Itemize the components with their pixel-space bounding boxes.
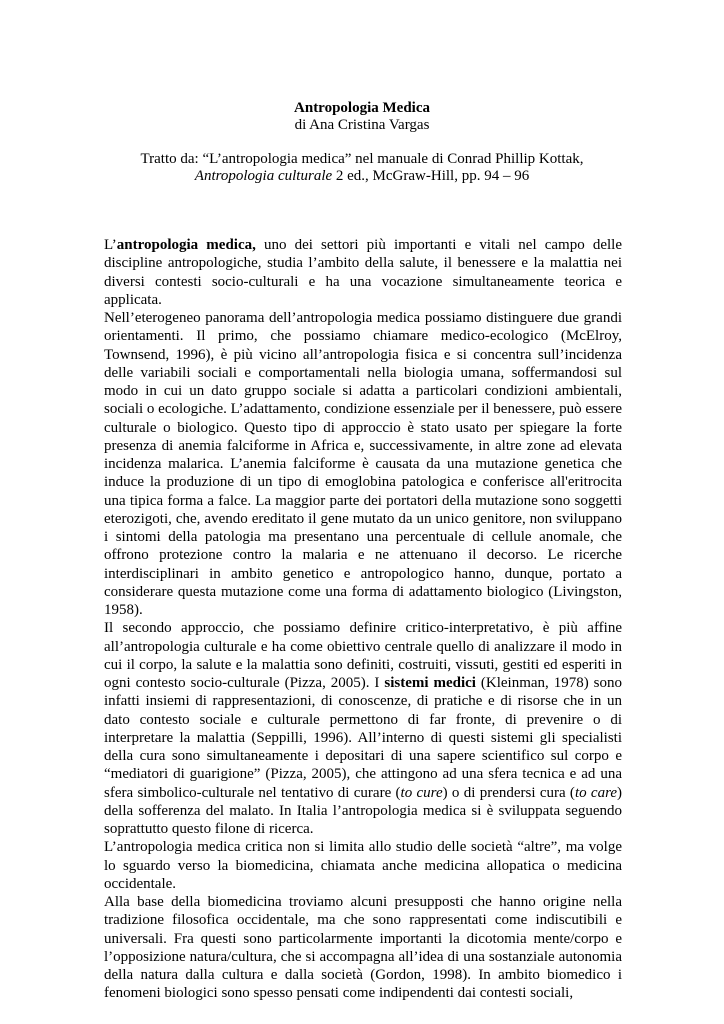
- paragraph-3: [104, 619, 622, 838]
- term-to-cure: to cure: [400, 784, 443, 801]
- paragraph-1-start: L’: [104, 237, 117, 253]
- term-antropologia-medica: antropologia medica,: [116, 237, 256, 253]
- paragraph-4: L’antropologia medica critica non si limita allo studio delle società “altre”, ma volge lo sguardo verso la biomedicina, chiamata anche medicina allopatica o medicina occidentale.: [104, 839, 622, 892]
- body-text: [104, 236, 622, 1003]
- term-to-care: to care: [574, 784, 618, 801]
- paragraph-2: Nell’eterogeneo panorama dell’antropologia medica possiamo distinguere due grandi orientamenti. Il primo, che possiamo chiamare medico-ecologico (McElroy, Townsend, 1996), è più vicino all’antropologia fisica e si concentra sull’incidenza delle variabili sociali e comportamentali nella biologia umana, soffermandosi sul modo in cui un dato gruppo sociale si adatta a particolari condizioni ambientali, sociali o ecologiche. L’adattamento, condizione essenziale per il benessere, può essere culturale o biologico. Questo tipo di approccio è stato usato per spiegare la forte presenza di anemia falciforme in Africa e, successivamente, in altre zone ad elevata incidenza malarica. L’anemia falciforme è causata da una mutazione genetica che induce la produzione di un tipo di emoglobina patologica e conferisce all'eritrocita una tipica forma a falce. La maggior parte dei portatori della mutazione sono soggetti eterozigoti, che, avendo ereditato il gene mutato da un unico genitore, non sviluppano i sintomi della patologia ma presentano una percentuale di cellule anomale, che offrono protezione contro la malaria e ne attenuano il decorso. Le ricerche interdisciplinari in ambito genetico e antropologico hanno, dunque, portato a considerare questa mutazione come una forma di adattamento biologico (Livingston, 1958).: [104, 310, 622, 618]
- paragraph-5: Alla base della biomedicina troviamo alcuni presupposti che hanno origine nella tradizione filosofica occidentale, ma che sono rappresentati come indiscutibili e universali. Fra questi sono particolarmente importanti la dicotomia mente/corpo e l’opposizione natura/cultura, che si accompagna all’idea di una sostanziale autonomia della natura dalla cultura e dalla società (Gordon, 1998). In ambito biomedico i fenomeni biologici sono spesso pensati come indipendenti dai contesti sociali,: [104, 894, 622, 1002]
- source-prefix: Tratto da: “L’antropologia medica” nel manuale di Conrad Phillip Kottak,: [140, 151, 584, 167]
- document-title: Antropologia Medica: [294, 100, 430, 116]
- document-author: di Ana Cristina Vargas: [294, 117, 430, 133]
- paragraph-1: [104, 236, 622, 309]
- source-book-title-part1: Antropologia: [194, 168, 275, 184]
- paragraph-3-part-a: Il secondo approccio, che possiamo definire critico-interpretativo, è più affine all’antropologia culturale e ha come obiettivo centrale quello di analizzare il modo in cui il corpo, la salute e la malattia sono definiti, costruiti, vissuti, gestiti ed esperiti in ogni contesto socio-culturale (Pizza, 2005). I: [104, 620, 622, 691]
- term-sistemi-medici: sistemi medici: [384, 675, 476, 691]
- paragraph-1-rest: uno dei settori più importanti e vitali nel campo delle discipline antropologiche, studia l’ambito della salute, il benessere e la malattia nei diversi contesti socio-culturali e ha una vocazione simultaneamente teorica e applicata.: [104, 237, 622, 308]
- paragraph-3-part-c: ) o di prendersi cura (: [442, 784, 575, 801]
- source-book-title-part2: culturale: [277, 168, 333, 184]
- paragraph-3-part-b: (Kleinman, 1978) sono infatti insiemi di rappresentazioni, di conoscenze, di pratiche e di risorse che in un dato contesto sociale e culturale permettono di far fronte, di prevenire o di interpretare la malattia (Seppilli, 1996). All’interno di questi sistemi gli specialisti della cura sono simultaneamente i depositari di una sapere scientifico sul corpo e “mediatori di guarigione” (Pizza, 2005), che attingono ad una sfera tecnica e ad una sfera simbolico-culturale nel tentativo di curare (: [104, 675, 622, 801]
- paragraph-3-part-d: ) della sofferenza del malato. In Italia l’antropologia medica si è sviluppata seguendo soprattutto questo filone di ricerca.: [104, 784, 623, 837]
- document-header: [100, 100, 624, 185]
- source-citation: [100, 151, 624, 185]
- source-suffix: 2 ed., McGraw-Hill, pp. 94 – 96: [332, 168, 530, 184]
